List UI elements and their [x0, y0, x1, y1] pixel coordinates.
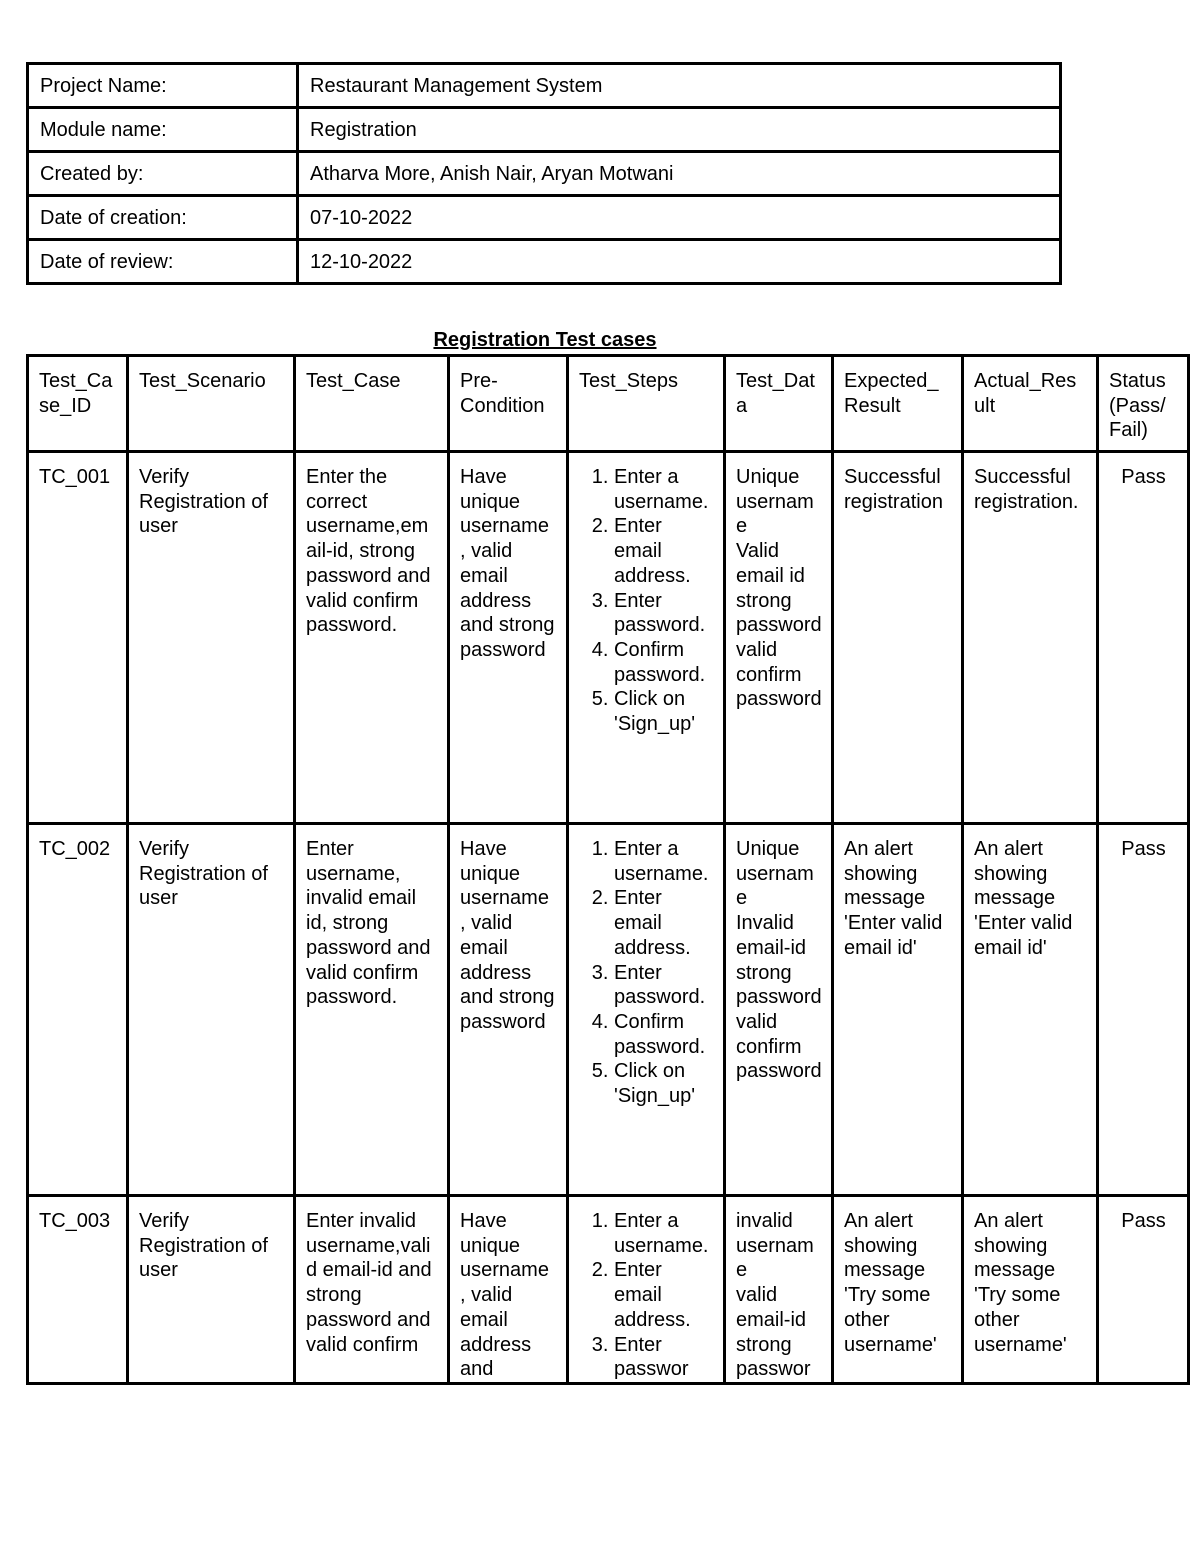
test-data-line: Valid email id [736, 540, 805, 587]
step-item: 3. Enter password. [614, 961, 714, 1010]
module-name-row [28, 108, 1061, 152]
step-item: 2. Enter email address. [614, 886, 714, 960]
table-row [28, 1196, 1189, 1384]
created-by-value: Atharva More, Anish Nair, Aryan Motwani [298, 152, 1061, 196]
header-actual-result: Actual_Result [963, 356, 1098, 452]
step-item: 1. Enter a username. [614, 1209, 714, 1258]
expected-result: An alert showing message 'Try some other username' [833, 1196, 963, 1384]
test-case-id: TC_003 [28, 1196, 128, 1384]
test-data-line: valid email-id [736, 1284, 807, 1331]
header-test-steps: Test_Steps [568, 356, 725, 452]
test-steps [568, 452, 725, 824]
project-name-value: Restaurant Management System [298, 64, 1061, 108]
header-pre-condition: Pre-Condition [449, 356, 568, 452]
step-item: 4. Confirm password. [614, 638, 714, 687]
created-by-label: Created by: [28, 152, 298, 196]
actual-result: An alert showing message 'Try some other username' [963, 1196, 1098, 1384]
test-case: Enter the correct username,email-id, strong password and valid confirm password. [295, 452, 449, 824]
header-test-case: Test_Case [295, 356, 449, 452]
test-case: Enter invalid username,valid email-id and strong password and valid confirm [295, 1196, 449, 1384]
pre-condition: Have unique username , valid email address and strong password [449, 824, 568, 1196]
test-data-line: invalid username [736, 1210, 814, 1282]
step-item: 3. Enter passwor [614, 1333, 714, 1382]
test-case-id: TC_001 [28, 452, 128, 824]
test-data-line: strong password [736, 961, 822, 1009]
test-data-line: strong passwor [736, 1333, 811, 1381]
created-by-row [28, 152, 1061, 196]
step-item: 5. Click on 'Sign_up' [614, 687, 714, 736]
table-row [28, 824, 1189, 1196]
step-item: 2. Enter email address. [614, 514, 714, 588]
table-row [28, 452, 1189, 824]
test-case: Enter username, invalid email id, strong password and valid confirm password. [295, 824, 449, 1196]
test-data-line: Unique username [736, 466, 814, 538]
section-title: Registration Test cases [433, 329, 657, 351]
steps-list [579, 1209, 714, 1382]
test-scenario: Verify Registration of user [128, 1196, 295, 1384]
test-steps [568, 1196, 725, 1384]
module-name-value: Registration [298, 108, 1061, 152]
test-cases-table [26, 354, 1190, 1385]
steps-list [579, 465, 714, 737]
project-name-label: Project Name: [28, 64, 298, 108]
header-test-scenario: Test_Scenario [128, 356, 295, 452]
step-item: 4. Confirm password. [614, 1010, 714, 1059]
test-data-line: Unique username [736, 838, 814, 910]
status-value: Pass [1098, 452, 1189, 824]
review-date-row [28, 240, 1061, 284]
test-data-line: strong password [736, 589, 822, 637]
creation-date-label: Date of creation: [28, 196, 298, 240]
creation-date-value: 07-10-2022 [298, 196, 1061, 240]
project-info-table [26, 62, 1062, 285]
test-data-line: valid confirm password [736, 638, 822, 711]
step-item: 1. Enter a username. [614, 465, 714, 514]
module-name-label: Module name: [28, 108, 298, 152]
test-case-id: TC_002 [28, 824, 128, 1196]
test-data [725, 1196, 833, 1384]
step-item: 2. Enter email address. [614, 1258, 714, 1332]
header-status: Status (Pass/ Fail) [1098, 356, 1189, 452]
pre-condition: Have unique username , valid email address and strong password [449, 452, 568, 824]
actual-result: An alert showing message 'Enter valid email id' [963, 824, 1098, 1196]
actual-result: Successful registration. [963, 452, 1098, 824]
pre-condition: Have unique username , valid email address and [449, 1196, 568, 1384]
step-item: 5. Click on 'Sign_up' [614, 1059, 714, 1108]
header-test-case-id: Test_Case_ID [28, 356, 128, 452]
step-item: 3. Enter password. [614, 589, 714, 638]
header-expected-result: Expected_ Result [833, 356, 963, 452]
review-date-value: 12-10-2022 [298, 240, 1061, 284]
test-data-line: Invalid email-id [736, 912, 807, 959]
project-name-row [28, 64, 1061, 108]
test-data [725, 824, 833, 1196]
test-data [725, 452, 833, 824]
status-value: Pass [1098, 1196, 1189, 1384]
review-date-label: Date of review: [28, 240, 298, 284]
status-value: Pass [1098, 824, 1189, 1196]
header-row [28, 356, 1189, 452]
step-item: 1. Enter a username. [614, 837, 714, 886]
expected-result: An alert showing message 'Enter valid email id' [833, 824, 963, 1196]
test-scenario: Verify Registration of user [128, 452, 295, 824]
test-scenario: Verify Registration of user [128, 824, 295, 1196]
creation-date-row [28, 196, 1061, 240]
test-data-line: valid confirm password [736, 1010, 822, 1083]
expected-result: Successful registration [833, 452, 963, 824]
steps-list [579, 837, 714, 1109]
header-test-data: Test_Data [725, 356, 833, 452]
test-steps [568, 824, 725, 1196]
